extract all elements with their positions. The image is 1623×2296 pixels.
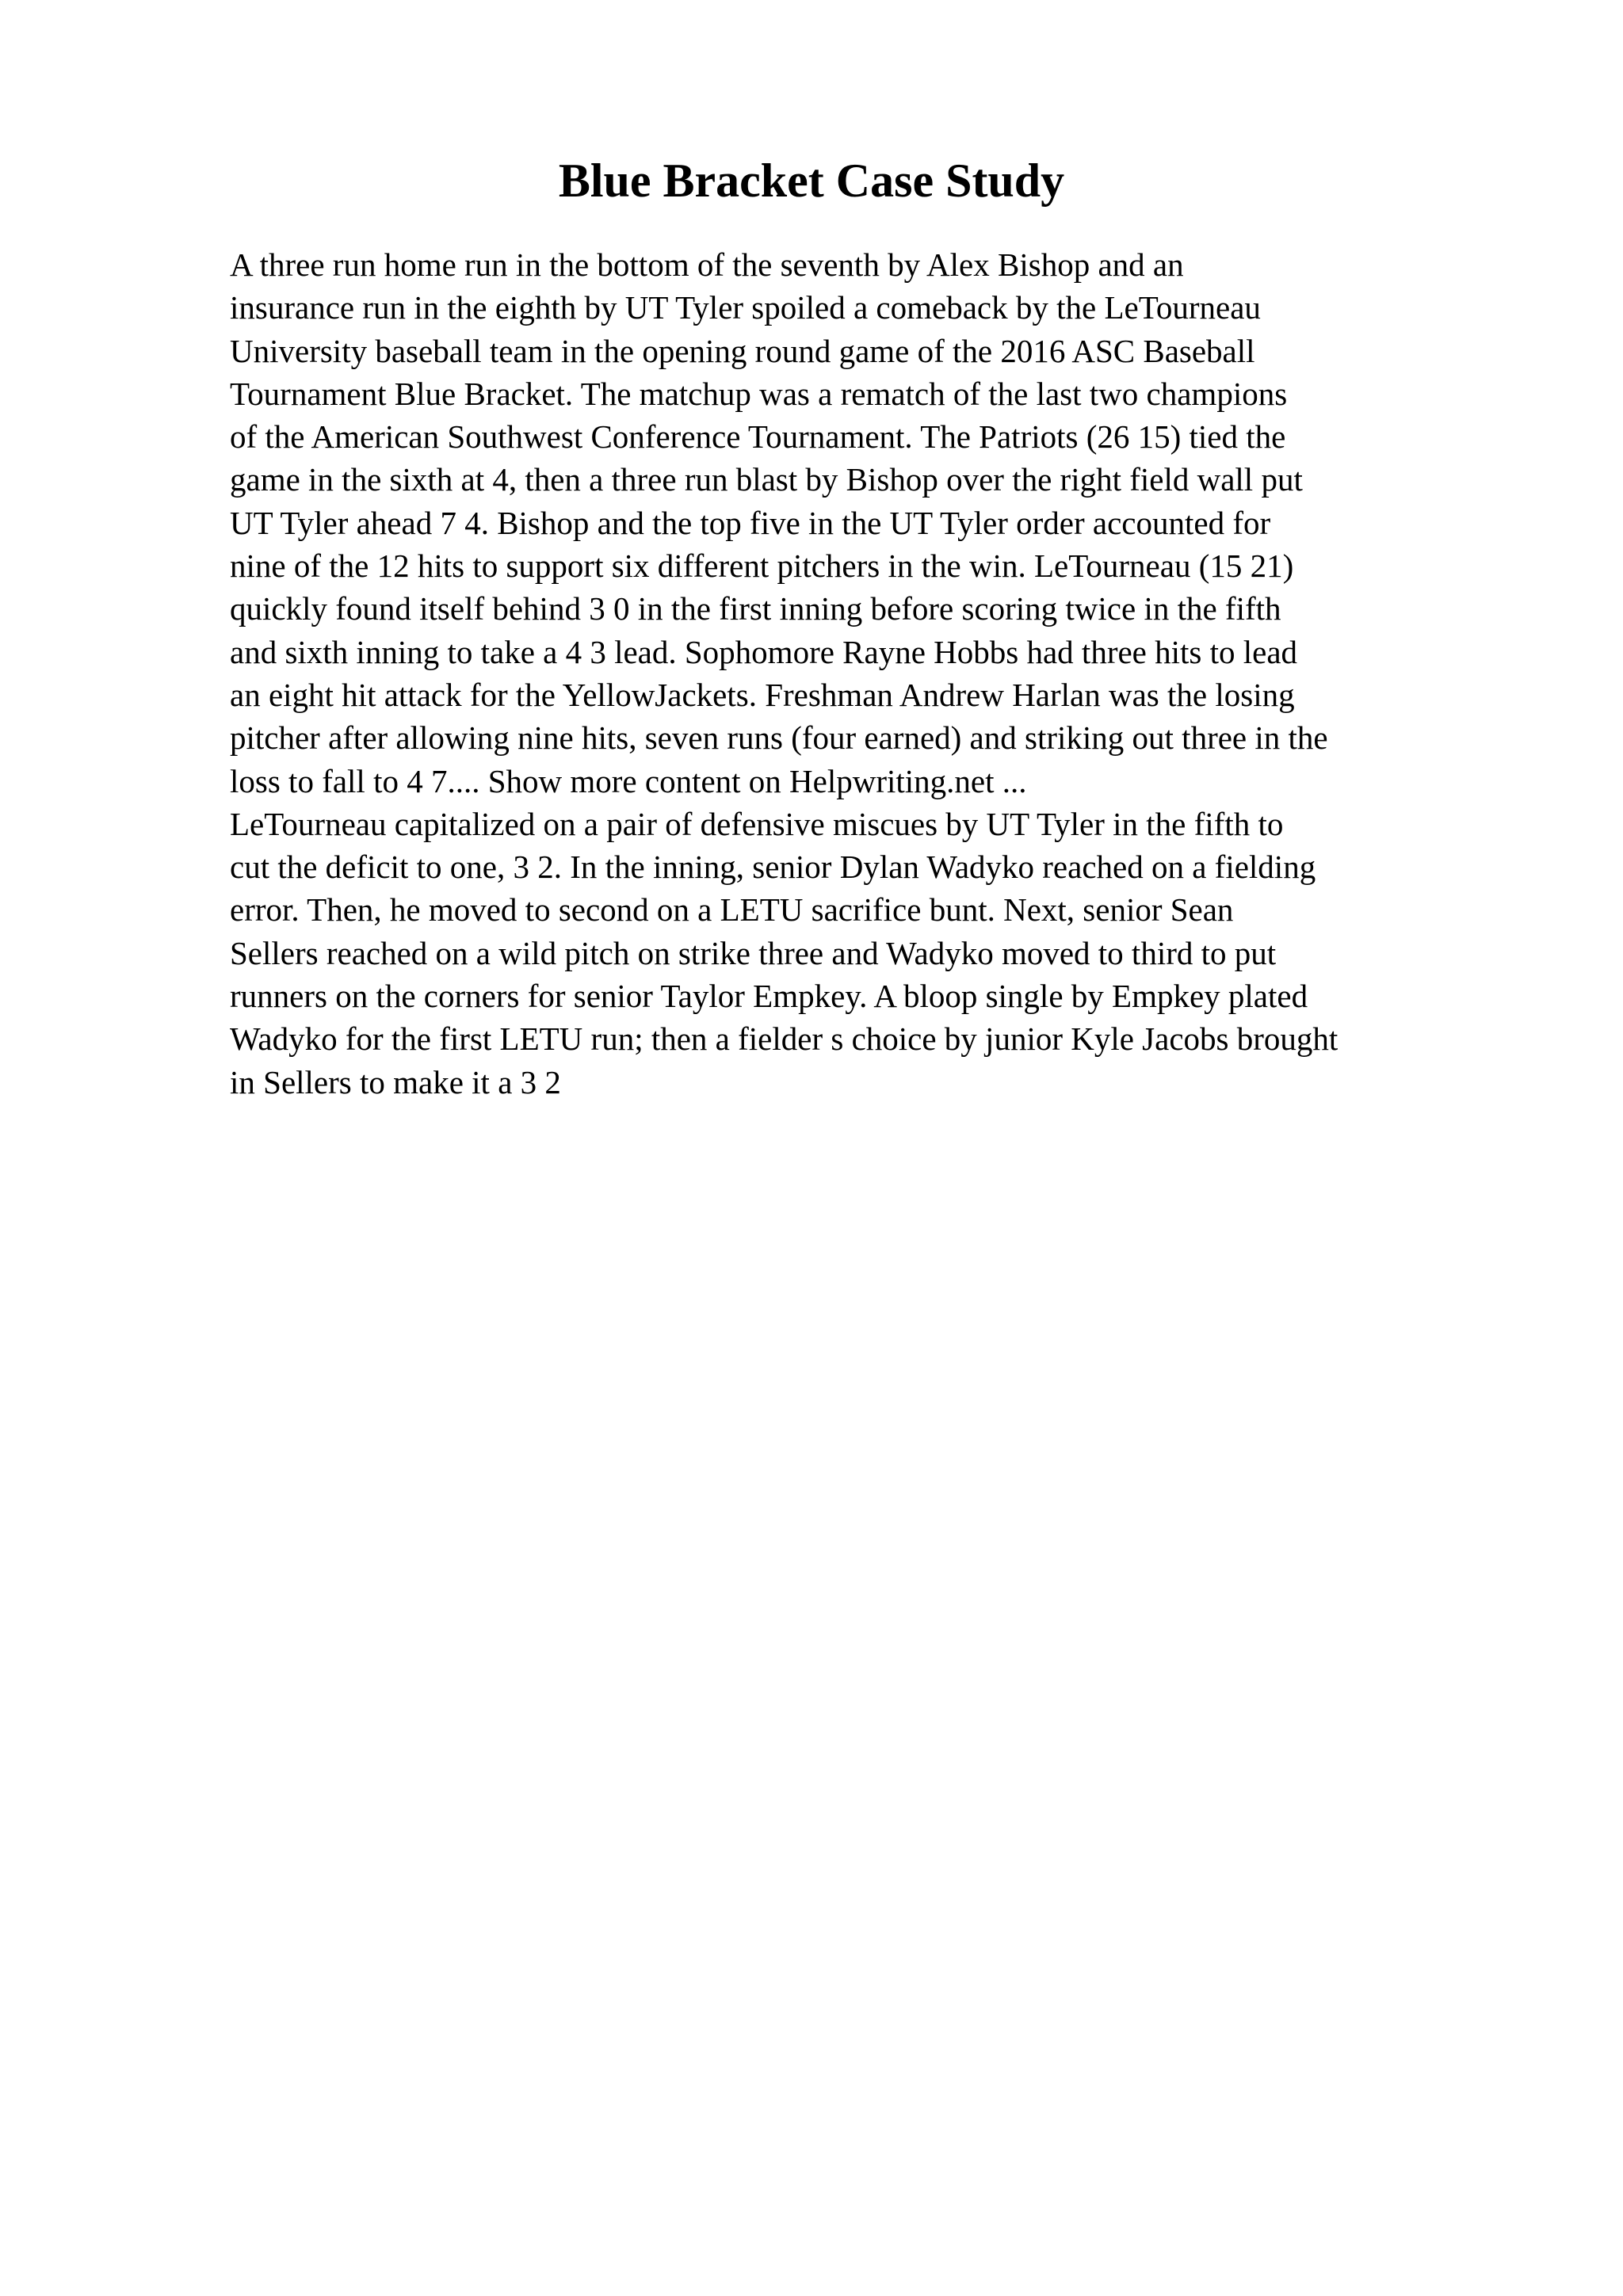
body-line: nine of the 12 hits to support six different pitchers in the win. LeTourneau (15 21): [230, 547, 1294, 585]
body-line: Sellers reached on a wild pitch on strike three and Wadyko moved to third to put: [230, 934, 1277, 971]
body-line: in Sellers to make it a 3 2: [230, 1063, 561, 1100]
body-line: quickly found itself behind 3 0 in the first inning before scoring twice in the fifth: [230, 590, 1281, 627]
body-line: Tournament Blue Bracket. The matchup was a rematch of the last two champions: [230, 375, 1288, 412]
body-line: University baseball team in the opening round game of the 2016 ASC Baseball: [230, 332, 1255, 369]
body-line: A three run home run in the bottom of the seventh by Alex Bishop and an: [230, 246, 1184, 283]
body-line: Wadyko for the first LETU run; then a fielder s choice by junior Kyle Jacobs brought: [230, 1020, 1338, 1058]
body-line: UT Tyler ahead 7 4. Bishop and the top five in the UT Tyler order accounted for: [230, 504, 1271, 541]
document-body: [230, 243, 1498, 1104]
body-line: insurance run in the eighth by UT Tyler spoiled a comeback by the LeTourneau: [230, 289, 1261, 326]
body-line: pitcher after allowing nine hits, seven runs (four earned) and striking out three in the: [230, 719, 1328, 757]
body-line: of the American Southwest Conference Tournament. The Patriots (26 15) tied the: [230, 418, 1286, 456]
body-line: error. Then, he moved to second on a LETU sacrifice bunt. Next, senior Sean: [230, 891, 1234, 929]
body-line: an eight hit attack for the YellowJackets. Freshman Andrew Harlan was the losing: [230, 676, 1295, 713]
body-line: cut the deficit to one, 3 2. In the inning, senior Dylan Wadyko reached on a fielding: [230, 849, 1316, 886]
body-line: game in the sixth at 4, then a three run blast by Bishop over the right field wall put: [230, 461, 1303, 498]
body-line: runners on the corners for senior Taylor Empkey. A bloop single by Empkey plated: [230, 978, 1308, 1015]
document-title: Blue Bracket Case Study: [558, 154, 1065, 207]
body-line: loss to fall to 4 7.... Show more content on Helpwriting.net ...: [230, 762, 1027, 799]
body-line: and sixth inning to take a 4 3 lead. Sophomore Rayne Hobbs had three hits to lead: [230, 633, 1298, 670]
body-line: LeTourneau capitalized on a pair of defensive miscues by UT Tyler in the fifth to: [230, 805, 1284, 842]
